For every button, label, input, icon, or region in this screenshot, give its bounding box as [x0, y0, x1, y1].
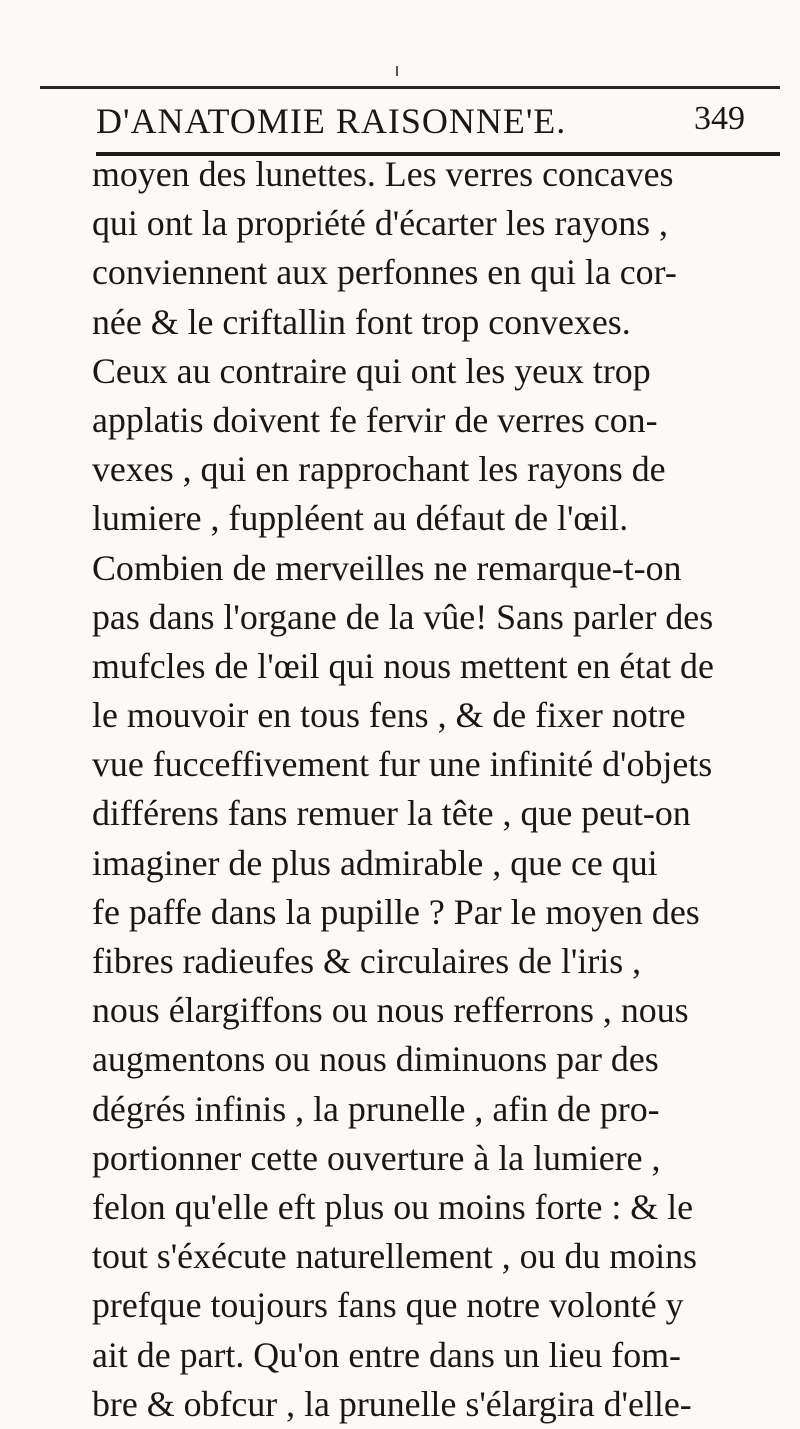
- text-line: différens fans remuer la tête , que peut-on: [92, 793, 691, 834]
- text-line: vue fucceffivement fur une infinité d'objets: [92, 744, 713, 785]
- text-line: nous élargiffons ou nous refferrons , nous: [92, 990, 689, 1031]
- text-line: dégrés infinis , la prunelle , afin de pro-: [92, 1088, 660, 1129]
- text-line: bre & obfcur , la prunelle s'élargira d'elle-: [92, 1383, 692, 1424]
- text-line: le mouvoir en tous fens , & de fixer notre: [92, 695, 686, 736]
- text-line: ait de part. Qu'on entre dans un lieu fom-: [92, 1334, 682, 1375]
- text-line: pas dans l'organe de la vûe! Sans parler des: [92, 596, 714, 637]
- running-title: D'ANATOMIE RAISONNE'E.: [96, 101, 567, 141]
- text-line: applatis doivent fe fervir de verres con-: [92, 399, 658, 440]
- page-number: 349: [694, 100, 745, 137]
- text-line: qui ont la propriété d'écarter les rayons ,: [92, 203, 669, 244]
- top-border-rule: [40, 86, 780, 89]
- text-line: imaginer de plus admirable , que ce qui: [92, 842, 658, 883]
- print-speck: [396, 66, 398, 76]
- text-line: mufcles de l'œil qui nous mettent en état de: [92, 645, 714, 686]
- text-line: augmentons ou nous diminuons par des: [92, 1039, 659, 1080]
- running-head: [96, 96, 780, 146]
- text-line: fe paffe dans la pupille ? Par le moyen des: [92, 891, 700, 932]
- text-line: moyen des lunettes. Les verres concaves: [92, 154, 674, 194]
- text-line: Combien de merveilles ne remarque-t-on: [92, 547, 682, 588]
- body-text: [92, 150, 792, 1429]
- text-line: fibres radieufes & circulaires de l'iris ,: [92, 941, 642, 981]
- text-line: vexes , qui en rapprochant les rayons de: [92, 449, 666, 490]
- text-line: lumiere , fuppléent au défaut de l'œil.: [92, 498, 629, 539]
- text-line: portionner cette ouverture à la lumiere ,: [92, 1137, 661, 1178]
- text-line: née & le criftallin font trop convexes.: [92, 301, 631, 342]
- text-line: prefque toujours fans que notre volonté y: [92, 1285, 684, 1326]
- text-line: Ceux au contraire qui ont les yeux trop: [92, 350, 651, 391]
- text-line: conviennent aux perfonnes en qui la cor-: [92, 252, 677, 293]
- text-line: felon qu'elle eft plus ou moins forte : & le: [92, 1186, 693, 1227]
- text-line: tout s'éxécute naturellement , ou du moins: [92, 1236, 697, 1277]
